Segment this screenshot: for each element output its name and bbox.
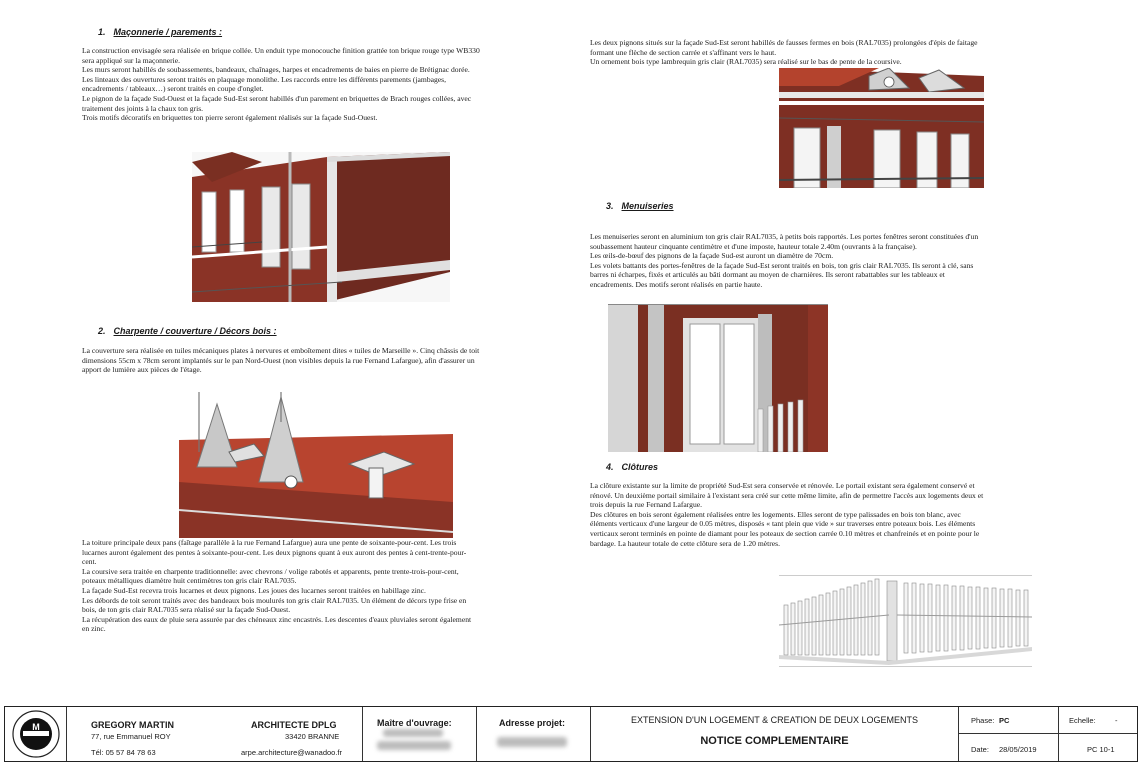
text-line: La clôture existante sur la limite de propriété Sud-Est sera conservée et rénovée. Le portail existant sera également conservé et [590, 481, 975, 490]
text-line: traitement des joints à la chaux ton gris. [82, 103, 204, 113]
text-line: apport de lumière aux pièces de l'étage. [82, 365, 202, 375]
render-fence [779, 575, 1032, 667]
architect-role: ARCHITECTE DPLG [251, 720, 337, 730]
phase-date-cell [959, 707, 1059, 761]
architect-email: arpe.architecture@wanadoo.fr [241, 748, 343, 757]
title-block [4, 706, 1138, 762]
text-line: poteaux métalliques diamètre huit centimètres ton gris clair RAL7035. [82, 576, 297, 586]
phase-label: Phase: [971, 716, 995, 725]
text-line: Les menuiseries seront en aluminium ton gris clair RAL7035, à petits bois rapportés. Les portes fenêtres seront constituées d'un [590, 232, 979, 241]
owner-redacted [377, 741, 451, 750]
owner-redacted [383, 729, 443, 737]
section-number: 2. [98, 326, 106, 336]
text-line: La façade Sud-Est recevra trois lucarnes et deux pignons. Les joues des lucarnes seront traitées en habillage zinc. [82, 585, 426, 595]
scale-sheet-cell [1059, 707, 1137, 761]
text-line: verticaux seront terminés en pointe de diamant pour les poteaux de section carrée 0.10 mètres et chanfreinés et en pointe pour le [590, 528, 980, 538]
section-1-heading [98, 27, 222, 37]
text-line: Les volets battants des portes-fenêtres de la façade Sud-Est seront traités en bois, ton gris clair RAL7035. Ils seront à clé, sans [590, 260, 974, 270]
section-title: Clôtures [621, 462, 659, 472]
text-line: Les linteaux des ouvertures seront traités en plaquage monolithe. Les raccords entre les différents parements (jambages, [82, 74, 447, 84]
text-line: bardage. La hauteur totale de cette clôture sera de 1.20 mètres. [590, 538, 780, 548]
section-number: 4. [606, 462, 614, 472]
address-label: Adresse projet: [499, 718, 566, 728]
architect-city: 33420 BRANNE [285, 732, 340, 741]
architect-name: GREGORY MARTIN [91, 720, 175, 730]
section-number: 1. [98, 27, 106, 37]
section-3-heading [606, 201, 674, 211]
logo-cell [5, 707, 67, 761]
text-line: Les débords de toit seront traités avec des bandeaux bois moulurés ton gris clair RAL7035. Un élément de décors type frise en [82, 595, 467, 605]
text-line: Des clôtures en bois seront également réalisées entre les logements. Elles seront de type palissades en bois ton blanc, avec [590, 509, 961, 519]
text-line: Trois motifs décoratifs en briquettes ton pierre seront également réalisés sur la façade Sud-Ouest. [82, 113, 378, 123]
text-line: encadrements / tableaux…) seront traités en coupe d'onglet. [82, 84, 264, 94]
render-roof-dormers [179, 392, 453, 538]
text-line: bois, de ton gris clair RAL7035 sera réalisé sur la façade Sud-Ouest. [82, 605, 291, 615]
architect-street: 77, rue Emmanuel ROY [91, 732, 171, 741]
architect-seal-icon [11, 709, 61, 759]
text-line: La toiture principale deux pans (faîtage parallèle à la rue Fernand Lafargue) aura une pente de soixante-pour-cent. Les trois [82, 538, 457, 547]
text-line: cent. [82, 557, 97, 567]
date-value: 28/05/2019 [999, 745, 1037, 754]
text-line: en zinc. [82, 624, 106, 634]
text-line: éléments verticaux d'une largeur de 0.05 mètres, disposés « tant plein que vide » sur traverses entre poteaux bois. Les éléments [590, 519, 976, 529]
text-line: Les œils-de-bœuf des pignons de la façade Sud-est auront un diamètre de 70cm. [590, 251, 834, 261]
text-line: sera appliqué sur la maçonnerie. [82, 55, 181, 65]
project-title: EXTENSION D'UN LOGEMENT & CREATION DE DEUX LOGEMENTS [631, 715, 918, 725]
date-label: Date: [971, 745, 989, 754]
section-title: Maçonnerie / parements : [113, 27, 223, 37]
text-line: lucarnes auront également des pentes à soixante-pour-cent. Les deux pignons quant à eux auront des pentes à cent-trente-pour- [82, 547, 467, 557]
address-cell [477, 707, 591, 761]
section-2-text-continued [82, 538, 562, 634]
text-line: dimensions 55cm x 78cm seront implantés sur le pan Nord-Ouest (non visibles depuis la rue Fernand Lafargue), afin d'assurer un [82, 355, 475, 365]
section-2-end-text [590, 38, 1070, 67]
text-line: barres ni écharpes, fixés et articulés au bâti dormant au moyen de charnières. Ils seront rabattables sur les tableaux et [590, 270, 945, 280]
section-3-text [590, 232, 1070, 290]
architect-cell [67, 707, 363, 761]
section-title: Charpente / couverture / Décors bois : [113, 326, 277, 336]
owner-label: Maître d'ouvrage: [377, 718, 452, 728]
project-cell [591, 707, 959, 761]
section-title: Menuiseries [621, 201, 674, 211]
architect-phone: Tél: 05 57 84 78 63 [91, 748, 156, 757]
sheet-number: PC 10-1 [1087, 745, 1115, 754]
svg-text:M: M [32, 722, 40, 732]
section-1-text [82, 46, 562, 123]
section-4-text [590, 481, 1070, 548]
text-line: La construction envisagée sera réalisée en brique collée. Un enduit type monocouche finition grattée ton brique rouge type WB330 [82, 46, 480, 55]
text-line: Un ornement bois type lambrequin gris clair (RAL7035) sera réalisé sur le bas de pente de la coursive. [590, 57, 902, 67]
section-2-text [82, 346, 562, 375]
scale-label: Echelle: [1069, 716, 1096, 725]
text-line: Le pignon de la façade Sud-Ouest et la façade Sud-Est seront habillés d'un parement en briquettes de Brach rouges collées, avec [82, 93, 472, 103]
render-facade-corner [192, 152, 450, 302]
section-2-heading [98, 326, 277, 336]
text-line: encadrements. Des motifs seront réalisés en partie haute. [590, 279, 763, 289]
text-line: Les deux pignons situés sur la façade Sud-Est seront habillés de fausses fermes en bois (RAL7035) prolongées d'épis de faitage [590, 38, 978, 47]
scale-value: - [1115, 716, 1118, 725]
render-windows-shutters [608, 304, 828, 452]
text-line: La récupération des eaux de pluie sera assurée par des chéneaux zinc encastrés. Les descentes d'eaux pluviales seront également [82, 614, 472, 624]
text-line: rénové. Un deuxième portail similaire à l'existant sera créé sur cette même limite, afin de permettre l'accès aux logements deux et [590, 490, 984, 500]
section-4-heading [606, 462, 658, 472]
text-line: La coursive sera traitée en charpente traditionnelle: avec chevrons / volige rabotés et apparents, pente trente-trois-pour-cent, [82, 566, 459, 576]
owner-cell [363, 707, 477, 761]
text-line: trois depuis la rue Fernand Lafargue. [590, 500, 703, 510]
section-number: 3. [606, 201, 614, 211]
text-line: soubassement hauteur cinquante centimètre et d'une imposte, hauteur totale 2.40m (ouvrants à la française). [590, 241, 917, 251]
text-line: La couverture sera réalisée en tuiles mécaniques plates à nervures et emboîtement dites « tuiles de Marseille ». Cinq châssis de toit [82, 346, 480, 355]
text-line: Les murs seront habillés de soubassements, bandeaux, chaînages, harpes et encadrements de baies en pierre de Brétignac dorée. [82, 65, 470, 75]
phase-value: PC [999, 716, 1010, 725]
render-southeast-facade [779, 68, 984, 188]
text-line: formant une flèche de section carrée et s'affinant vers le haut. [590, 47, 777, 57]
document-title: NOTICE COMPLEMENTAIRE [700, 735, 849, 747]
address-redacted [497, 737, 567, 747]
